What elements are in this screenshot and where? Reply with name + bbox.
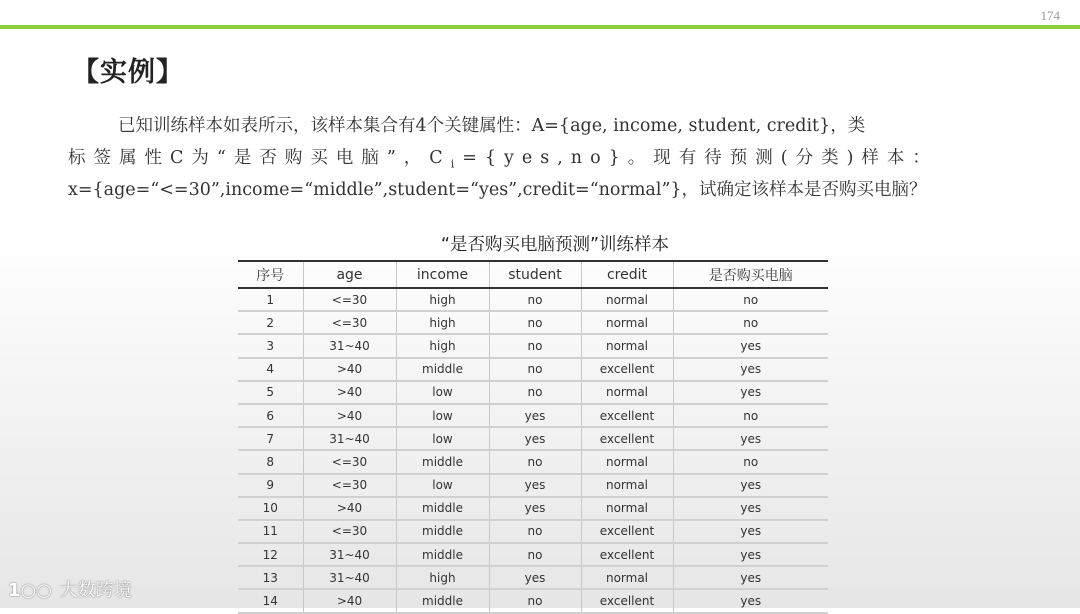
table-cell-index: 4 [238, 358, 303, 381]
table-cell-index: 8 [238, 450, 303, 473]
table-cell-age: >40 [303, 358, 396, 381]
header-cell-age: age [303, 261, 396, 288]
table-cell-index: 7 [238, 427, 303, 450]
table-cell-credit: excellent [581, 543, 673, 566]
table-cell-buys-computer: no [673, 311, 828, 334]
table-row [238, 474, 828, 497]
table-cell-credit: normal [581, 334, 673, 357]
table-cell-index: 1 [238, 288, 303, 311]
table-row [238, 311, 828, 334]
table-header-row [238, 261, 828, 288]
table-cell-student: no [489, 543, 581, 566]
table-cell-buys-computer: yes [673, 497, 828, 520]
table-cell-income: middle [396, 358, 489, 381]
table-cell-age: <=30 [303, 311, 396, 334]
table-cell-age: <=30 [303, 450, 396, 473]
table-cell-income: low [396, 474, 489, 497]
header-cell-credit: credit [581, 261, 673, 288]
table-cell-student: no [489, 589, 581, 612]
table-cell-index: 5 [238, 381, 303, 404]
table-cell-age: >40 [303, 381, 396, 404]
table-cell-income: middle [396, 450, 489, 473]
table-cell-age: 31~40 [303, 543, 396, 566]
table-row [238, 450, 828, 473]
paragraph-line-1: 已知训练样本如表所示，该样本集合有4个关键属性：A={age, income, student, credit}，类 [118, 116, 866, 136]
table-cell-buys-computer: yes [673, 334, 828, 357]
table-cell-credit: normal [581, 311, 673, 334]
table-cell-credit: excellent [581, 358, 673, 381]
table-cell-income: high [396, 566, 489, 589]
table-cell-index: 12 [238, 543, 303, 566]
table-cell-student: no [489, 311, 581, 334]
header-cell-income: income [396, 261, 489, 288]
table-cell-income: high [396, 288, 489, 311]
table-body [238, 288, 828, 613]
table-row [238, 589, 828, 612]
table-cell-student: no [489, 520, 581, 543]
table-cell-credit: excellent [581, 589, 673, 612]
table-cell-age: 31~40 [303, 334, 396, 357]
table-cell-credit: normal [581, 381, 673, 404]
table-cell-income: high [396, 334, 489, 357]
table-cell-buys-computer: yes [673, 589, 828, 612]
table-cell-income: low [396, 404, 489, 427]
table-cell-buys-computer: no [673, 404, 828, 427]
table-cell-age: >40 [303, 497, 396, 520]
table-row [238, 427, 828, 450]
table-cell-index: 14 [238, 589, 303, 612]
table-row [238, 566, 828, 589]
table-row [238, 520, 828, 543]
table-cell-index: 13 [238, 566, 303, 589]
table-cell-age: 31~40 [303, 566, 396, 589]
paragraph-line-2 [68, 144, 1018, 171]
table-cell-index: 9 [238, 474, 303, 497]
page-title: 【实例】 [72, 57, 184, 88]
table-cell-income: middle [396, 589, 489, 612]
table-cell-student: yes [489, 427, 581, 450]
table-cell-student: no [489, 450, 581, 473]
paragraph-line-2-part-a: 标签属性C为“是否购买电脑”，C [68, 148, 451, 168]
training-sample-table [238, 260, 828, 614]
table-cell-income: high [396, 311, 489, 334]
table-cell-income: middle [396, 543, 489, 566]
header-cell-student: student [489, 261, 581, 288]
table-cell-credit: excellent [581, 520, 673, 543]
table-cell-income: middle [396, 497, 489, 520]
table-cell-age: 31~40 [303, 427, 396, 450]
table-row [238, 381, 828, 404]
table-row [238, 358, 828, 381]
table-cell-index: 6 [238, 404, 303, 427]
table-cell-student: no [489, 288, 581, 311]
table-row [238, 404, 828, 427]
table-cell-index: 3 [238, 334, 303, 357]
table-cell-buys-computer: no [673, 288, 828, 311]
table-cell-age: <=30 [303, 288, 396, 311]
table-cell-buys-computer: yes [673, 358, 828, 381]
table-cell-student: yes [489, 404, 581, 427]
table-cell-buys-computer: yes [673, 474, 828, 497]
header-cell-index: 序号 [238, 261, 303, 288]
table-row [238, 543, 828, 566]
table-cell-index: 2 [238, 311, 303, 334]
page-number: 174 [1040, 8, 1060, 23]
table-caption: “是否购买电脑预测”训练样本 [440, 235, 670, 255]
table-cell-buys-computer: yes [673, 543, 828, 566]
watermark-mark: 1○○ [8, 580, 52, 601]
table-cell-buys-computer: no [673, 450, 828, 473]
table-cell-credit: normal [581, 450, 673, 473]
table-cell-credit: excellent [581, 427, 673, 450]
paragraph-line-2-part-b: ={yes,no}。现有待预测(分类)样本： [462, 148, 938, 168]
table-cell-student: no [489, 334, 581, 357]
table-cell-student: yes [489, 497, 581, 520]
table-cell-buys-computer: yes [673, 381, 828, 404]
table-cell-credit: normal [581, 474, 673, 497]
table-row [238, 288, 828, 311]
table-cell-credit: normal [581, 497, 673, 520]
header-rule [0, 25, 1080, 29]
table-cell-age: <=30 [303, 520, 396, 543]
paragraph-line-2-subscript: i [450, 157, 463, 171]
table-cell-age: >40 [303, 404, 396, 427]
table-cell-student: no [489, 381, 581, 404]
header-cell-buys-computer: 是否购买电脑 [673, 261, 828, 288]
paragraph-line-3: x={age=“<=30”,income=“middle”,student=“yes”,credit=“normal”}，试确定该样本是否购买电脑？ [68, 180, 927, 200]
table-cell-credit: excellent [581, 404, 673, 427]
table-cell-buys-computer: yes [673, 566, 828, 589]
table-cell-student: yes [489, 474, 581, 497]
table-cell-income: middle [396, 520, 489, 543]
table-cell-credit: normal [581, 566, 673, 589]
table-cell-index: 11 [238, 520, 303, 543]
table-cell-credit: normal [581, 288, 673, 311]
watermark-text: 大数跨境 [59, 580, 132, 601]
watermark-logo [8, 576, 132, 602]
table-row [238, 497, 828, 520]
table-cell-buys-computer: yes [673, 520, 828, 543]
table-row [238, 334, 828, 357]
table-cell-income: low [396, 427, 489, 450]
table-cell-student: yes [489, 566, 581, 589]
table-cell-buys-computer: yes [673, 427, 828, 450]
table-cell-index: 10 [238, 497, 303, 520]
table-cell-income: low [396, 381, 489, 404]
table-cell-student: no [489, 358, 581, 381]
table-cell-age: >40 [303, 589, 396, 612]
table-cell-age: <=30 [303, 474, 396, 497]
